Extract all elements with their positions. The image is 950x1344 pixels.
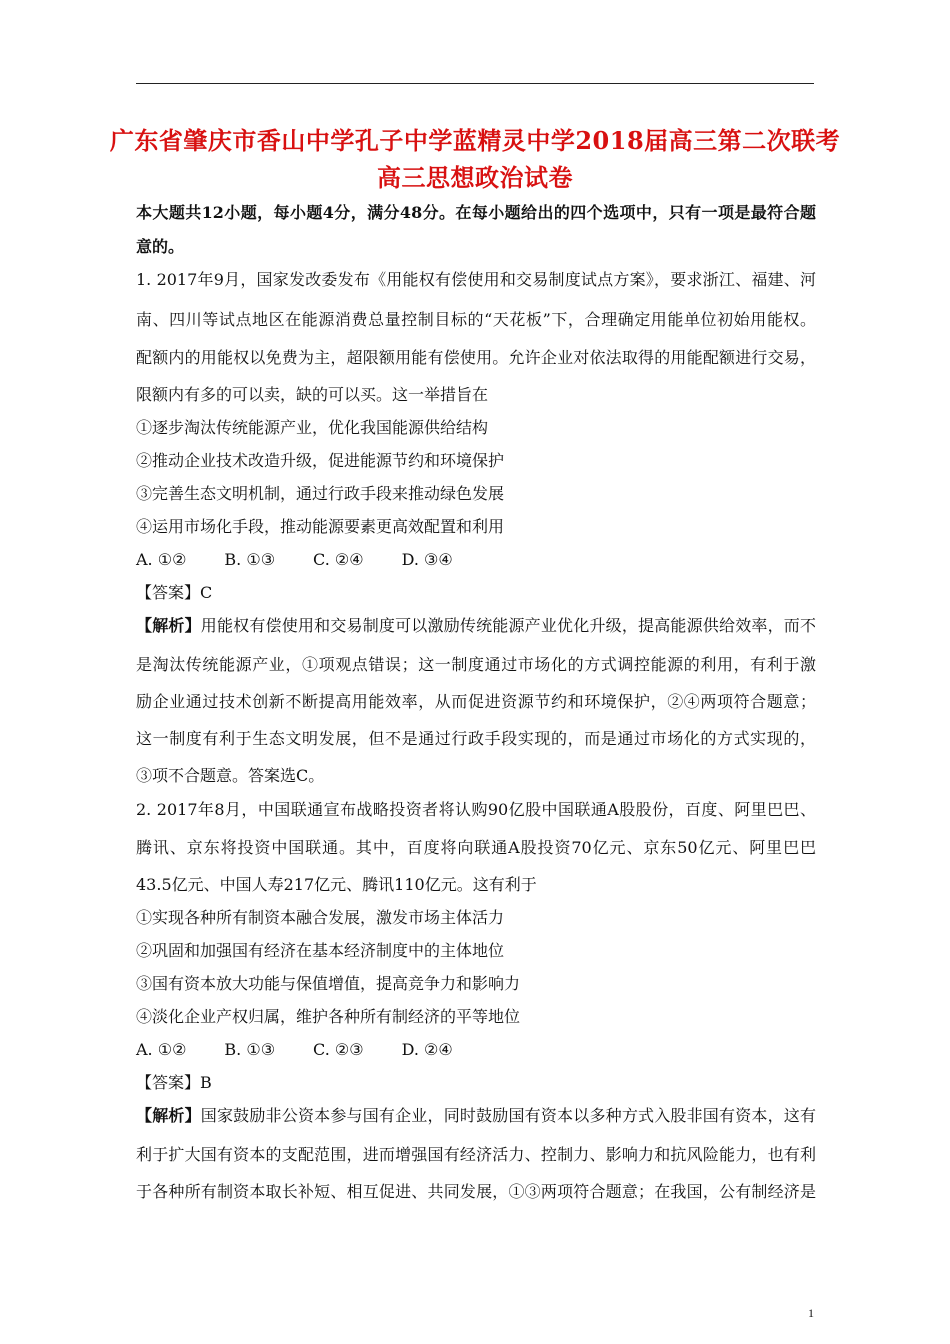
statement-item: ①逐步淘汰传统能源产业，优化我国能源供给结构: [136, 418, 489, 437]
answer-options: [136, 550, 816, 570]
analysis-label: 【解析】: [136, 1106, 201, 1125]
question-stem: 2. 2017年8月，中国联通宣布战略投资者将认购90亿股中国联通A股股份，百度、阿里巴巴、: [136, 800, 816, 819]
option-d: D. ③④: [401, 550, 453, 569]
analysis-line: 于各种所有制资本取长补短、相互促进、共同发展，①③两项符合题意；在我国，公有制经济是: [136, 1182, 816, 1201]
option-a: A. ①②: [136, 550, 187, 569]
analysis-text: 用能权有偿使用和交易制度可以激励传统能源产业优化升级，提高能源供给效率，而不: [200, 616, 816, 635]
analysis-line: 利于扩大国有资本的支配范围，进而增强国有经济活力、控制力、影响力和抗风险能力，也有利: [136, 1145, 816, 1164]
question-stem: 限额内有多的可以卖，缺的可以买。这一举措旨在: [136, 385, 489, 404]
statement-item: ②推动企业技术改造升级，促进能源节约和环境保护: [136, 451, 505, 470]
statement-item: ④淡化企业产权归属，维护各种所有制经济的平等地位: [136, 1007, 521, 1026]
question-stem: 43.5亿元、中国人寿217亿元、腾讯110亿元。这有利于: [136, 875, 537, 894]
statement-item: ④运用市场化手段，推动能源要素更高效配置和利用: [136, 517, 505, 536]
page-number: 1: [808, 1306, 814, 1320]
analysis-text: 国家鼓励非公资本参与国有企业，同时鼓励国有资本以多种方式入股非国有资本，这有: [200, 1106, 816, 1125]
answer-label: 【答案】: [136, 583, 201, 602]
instructions-line: 意的。: [136, 237, 185, 256]
answer-options: [136, 1040, 816, 1060]
statement-item: ③完善生态文明机制，通过行政手段来推动绿色发展: [136, 484, 505, 503]
statement-item: ③国有资本放大功能与保值增值，提高竞争力和影响力: [136, 974, 521, 993]
question-stem: 配额内的用能权以免费为主，超限额用能有偿使用。允许企业对依法取得的用能配额进行交易，: [136, 348, 816, 367]
header-rule: [136, 83, 814, 84]
question-stem: 腾讯、京东将投资中国联通。其中，百度将向联通A股投资70亿元、京东50亿元、阿里巴巴: [136, 838, 816, 857]
answer-label: 【答案】: [136, 1073, 201, 1092]
analysis-label: 【解析】: [136, 616, 201, 635]
answer-line: [136, 1073, 816, 1093]
answer-value: C: [200, 583, 213, 602]
option-c: C. ②③: [313, 1040, 364, 1059]
option-d: D. ②④: [401, 1040, 453, 1059]
option-c: C. ②④: [313, 550, 364, 569]
analysis-line: ③项不合题意。答案选C。: [136, 766, 325, 785]
analysis-line: 是淘汰传统能源产业，①项观点错误；这一制度通过市场化的方式调控能源的利用，有利于激: [136, 655, 816, 674]
statement-item: ②巩固和加强国有经济在基本经济制度中的主体地位: [136, 941, 505, 960]
answer-line: [136, 583, 816, 603]
option-b: B. ①③: [224, 550, 276, 569]
analysis-line: 这一制度有利于生态文明发展，但不是通过行政手段实现的，而是通过市场化的方式实现的，: [136, 729, 816, 748]
analysis-line: [136, 616, 816, 636]
instructions-line: 本大题共12小题，每小题4分，满分48分。在每小题给出的四个选项中，只有一项是最符合题: [136, 203, 816, 222]
analysis-line: [136, 1106, 816, 1126]
page-title: 广东省肇庆市香山中学孔子中学蓝精灵中学2018届高三第二次联考: [109, 126, 841, 155]
question-stem: 1. 2017年9月，国家发改委发布《用能权有偿使用和交易制度试点方案》，要求浙江、福建、河: [136, 270, 816, 289]
question-stem: 南、四川等试点地区在能源消费总量控制目标的“天花板”下，合理确定用能单位初始用能权。: [136, 310, 816, 329]
option-b: B. ①③: [224, 1040, 276, 1059]
statement-item: ①实现各种所有制资本融合发展，激发市场主体活力: [136, 908, 505, 927]
page-subtitle: 高三思想政治试卷: [377, 163, 573, 192]
analysis-line: 励企业通过技术创新不断提高用能效率，从而促进资源节约和环境保护，②④两项符合题意；: [136, 692, 816, 711]
answer-value: B: [200, 1073, 212, 1092]
option-a: A. ①②: [136, 1040, 187, 1059]
